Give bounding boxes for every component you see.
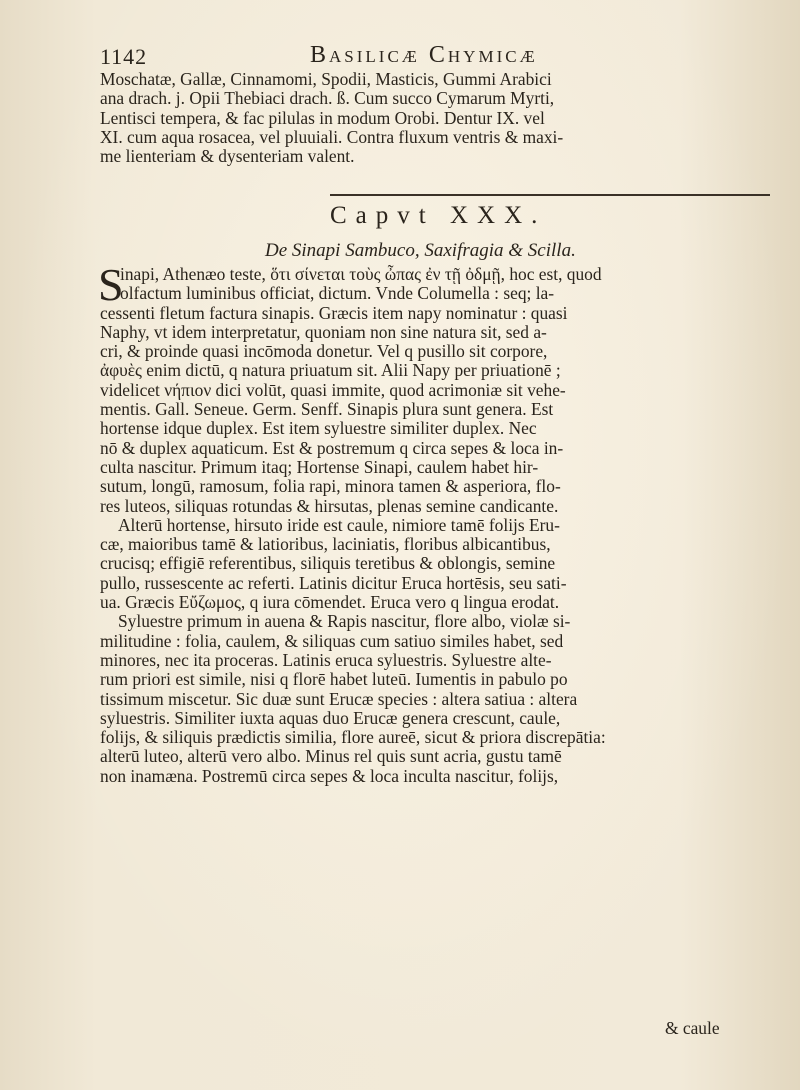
text-line: res luteos, siliquas rotundas & hirsutas, plenas semine candicante. — [100, 496, 559, 516]
text-line: syluestris. Similiter iuxta aquas duo Erucæ genera crescunt, caule, — [100, 708, 561, 728]
text-line: tissimum miscetur. Sic duæ sunt Erucæ species : altera satiua : altera — [100, 689, 578, 709]
text-line: Syluestre primum in auena & Rapis nascitur, flore albo, violæ si- — [118, 612, 571, 632]
text-line: Moschatæ, Gallæ, Cinnamomi, Spodii, Masticis, Gummi Arabici — [100, 70, 552, 89]
text-line: ἀφυὲς enim dictū, q natura priuatum sit. Alii Napy per priuationē ; — [100, 361, 561, 381]
text-line: olfactum luminibus officiat, dictum. Vnde Columella : seq; la- — [120, 284, 555, 304]
text-line: Naphy, vt idem interpretatur, quoniam non sine natura sit, sed a- — [100, 322, 547, 342]
text-line: minores, nec ita proceras. Latinis eruca syluestris. Syluestre alte- — [100, 650, 552, 670]
top-paragraph — [100, 70, 760, 166]
text-line: cri, & proinde quasi incōmoda donetur. Vel q pusillo sit corpore, — [100, 342, 548, 362]
text-line: pullo, russescente ac referti. Latinis dicitur Eruca hortēsis, seu sati- — [100, 573, 567, 593]
drop-cap: S — [98, 259, 124, 310]
text-line: folijs, & siliquis prædictis similia, flore aureē, sicut & priora discrepātia: — [100, 728, 606, 748]
chapter-subtitle: De Sinapi Sambuco, Saxifragia & Scilla. — [265, 240, 576, 261]
text-line: videlicet νήπιον dici volūt, quasi immite, quod acrimoniæ sit vehe- — [100, 380, 566, 400]
text-line: nō & duplex aquaticum. Est & postremum q circa sepes & loca in- — [100, 438, 564, 458]
main-text — [100, 265, 760, 786]
text-line: cæ, maioribus tamē & latioribus, laciniatis, floribus albicantibus, — [100, 535, 551, 555]
text-line: Lentisci tempera, & fac pilulas in modum Orobi. Dentur IX. vel — [100, 108, 545, 128]
text-line: culta nascitur. Primum itaq; Hortense Sinapi, caulem habet hir- — [100, 457, 539, 477]
text-line: XI. cum aqua rosacea, vel pluuiali. Contra fluxum ventris & maxi- — [100, 127, 564, 147]
text-line: militudine : folia, caulem, & siliquas cum satiuo similes habet, sed — [100, 631, 564, 651]
text-line: rum priori est simile, nisi q florē habet luteū. Iumentis in pabulo po — [100, 670, 568, 690]
text-line: inapi, Athenæo teste, ὅτι σίνεται τοὺς ὦπας ἐν τῇ ὀδμῇ, hoc est, quod — [120, 265, 602, 284]
text-line: alterū luteo, alterū vero albo. Minus rel quis sunt acria, gustu tamē — [100, 747, 562, 767]
text-line: non inamæna. Postremū circa sepes & loca inculta nascitur, folijs, — [100, 766, 559, 786]
page-header — [100, 42, 760, 72]
text-line: cessenti fletum factura sinapis. Græcis item napy nominatur : quasi — [100, 303, 568, 323]
text-line: Alterū hortense, hirsuto iride est caule, nimiore tamē folijs Eru- — [118, 515, 560, 535]
catchword: & caule — [665, 1018, 720, 1038]
text-line: mentis. Gall. Seneue. Germ. Senff. Sinapis plura sunt genera. Est — [100, 400, 554, 420]
text-line: crucisq; effigiē referentibus, siliquis teretibus & oblongis, semine — [100, 554, 556, 574]
text-line: ua. Græcis Εὔζωμος, q iura cōmendet. Eruca vero q lingua erodat. — [100, 593, 560, 613]
text-line: ana drach. j. Opii Thebiaci drach. ß. Cum succo Cymarum Myrti, — [100, 89, 555, 109]
page-number: 1142 — [100, 44, 148, 69]
text-line: me lienteriam & dysenteriam valent. — [100, 147, 355, 167]
drop-cap-lines — [100, 265, 760, 304]
section-divider — [330, 194, 770, 196]
chapter-title: Capvt XXX. — [330, 202, 547, 229]
text-line: hortense idque duplex. Est item syluestre similiter duplex. Nec — [100, 419, 537, 439]
text-line: sutum, longū, ramosum, folia rapi, minora tamen & asperiora, flo- — [100, 477, 561, 497]
running-head: Basilicæ Chymicæ — [310, 42, 538, 68]
